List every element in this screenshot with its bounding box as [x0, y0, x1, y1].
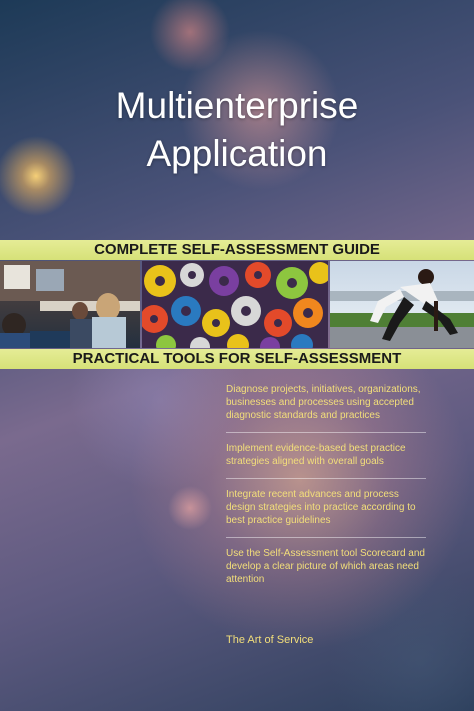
top-banner: COMPLETE SELF-ASSESSMENT GUIDE — [0, 240, 474, 260]
benefit-item: Integrate recent advances and process design strategies into practice according to best practice guidelines — [226, 488, 426, 538]
benefit-item: Use the Self-Assessment tool Scorecard and develop a clear picture of which areas need attention — [226, 548, 425, 585]
bottom-banner: PRACTICAL TOOLS FOR SELF-ASSESSMENT — [0, 349, 474, 369]
sprinter-photo — [330, 261, 474, 348]
benefit-item: Diagnose projects, initiatives, organizations, businesses and processes using accepted diagnostic standards and practices — [226, 383, 426, 433]
publisher-name: The Art of Service — [226, 634, 314, 646]
book-title — [0, 82, 474, 178]
benefits-list — [226, 383, 426, 605]
title-line-2: Application — [146, 133, 328, 174]
meeting-photo — [0, 261, 140, 348]
gears-photo — [142, 261, 328, 348]
benefit-item: Implement evidence-based best practice strategies aligned with overall goals — [226, 442, 426, 479]
title-line-1: Multienterprise — [115, 85, 359, 126]
